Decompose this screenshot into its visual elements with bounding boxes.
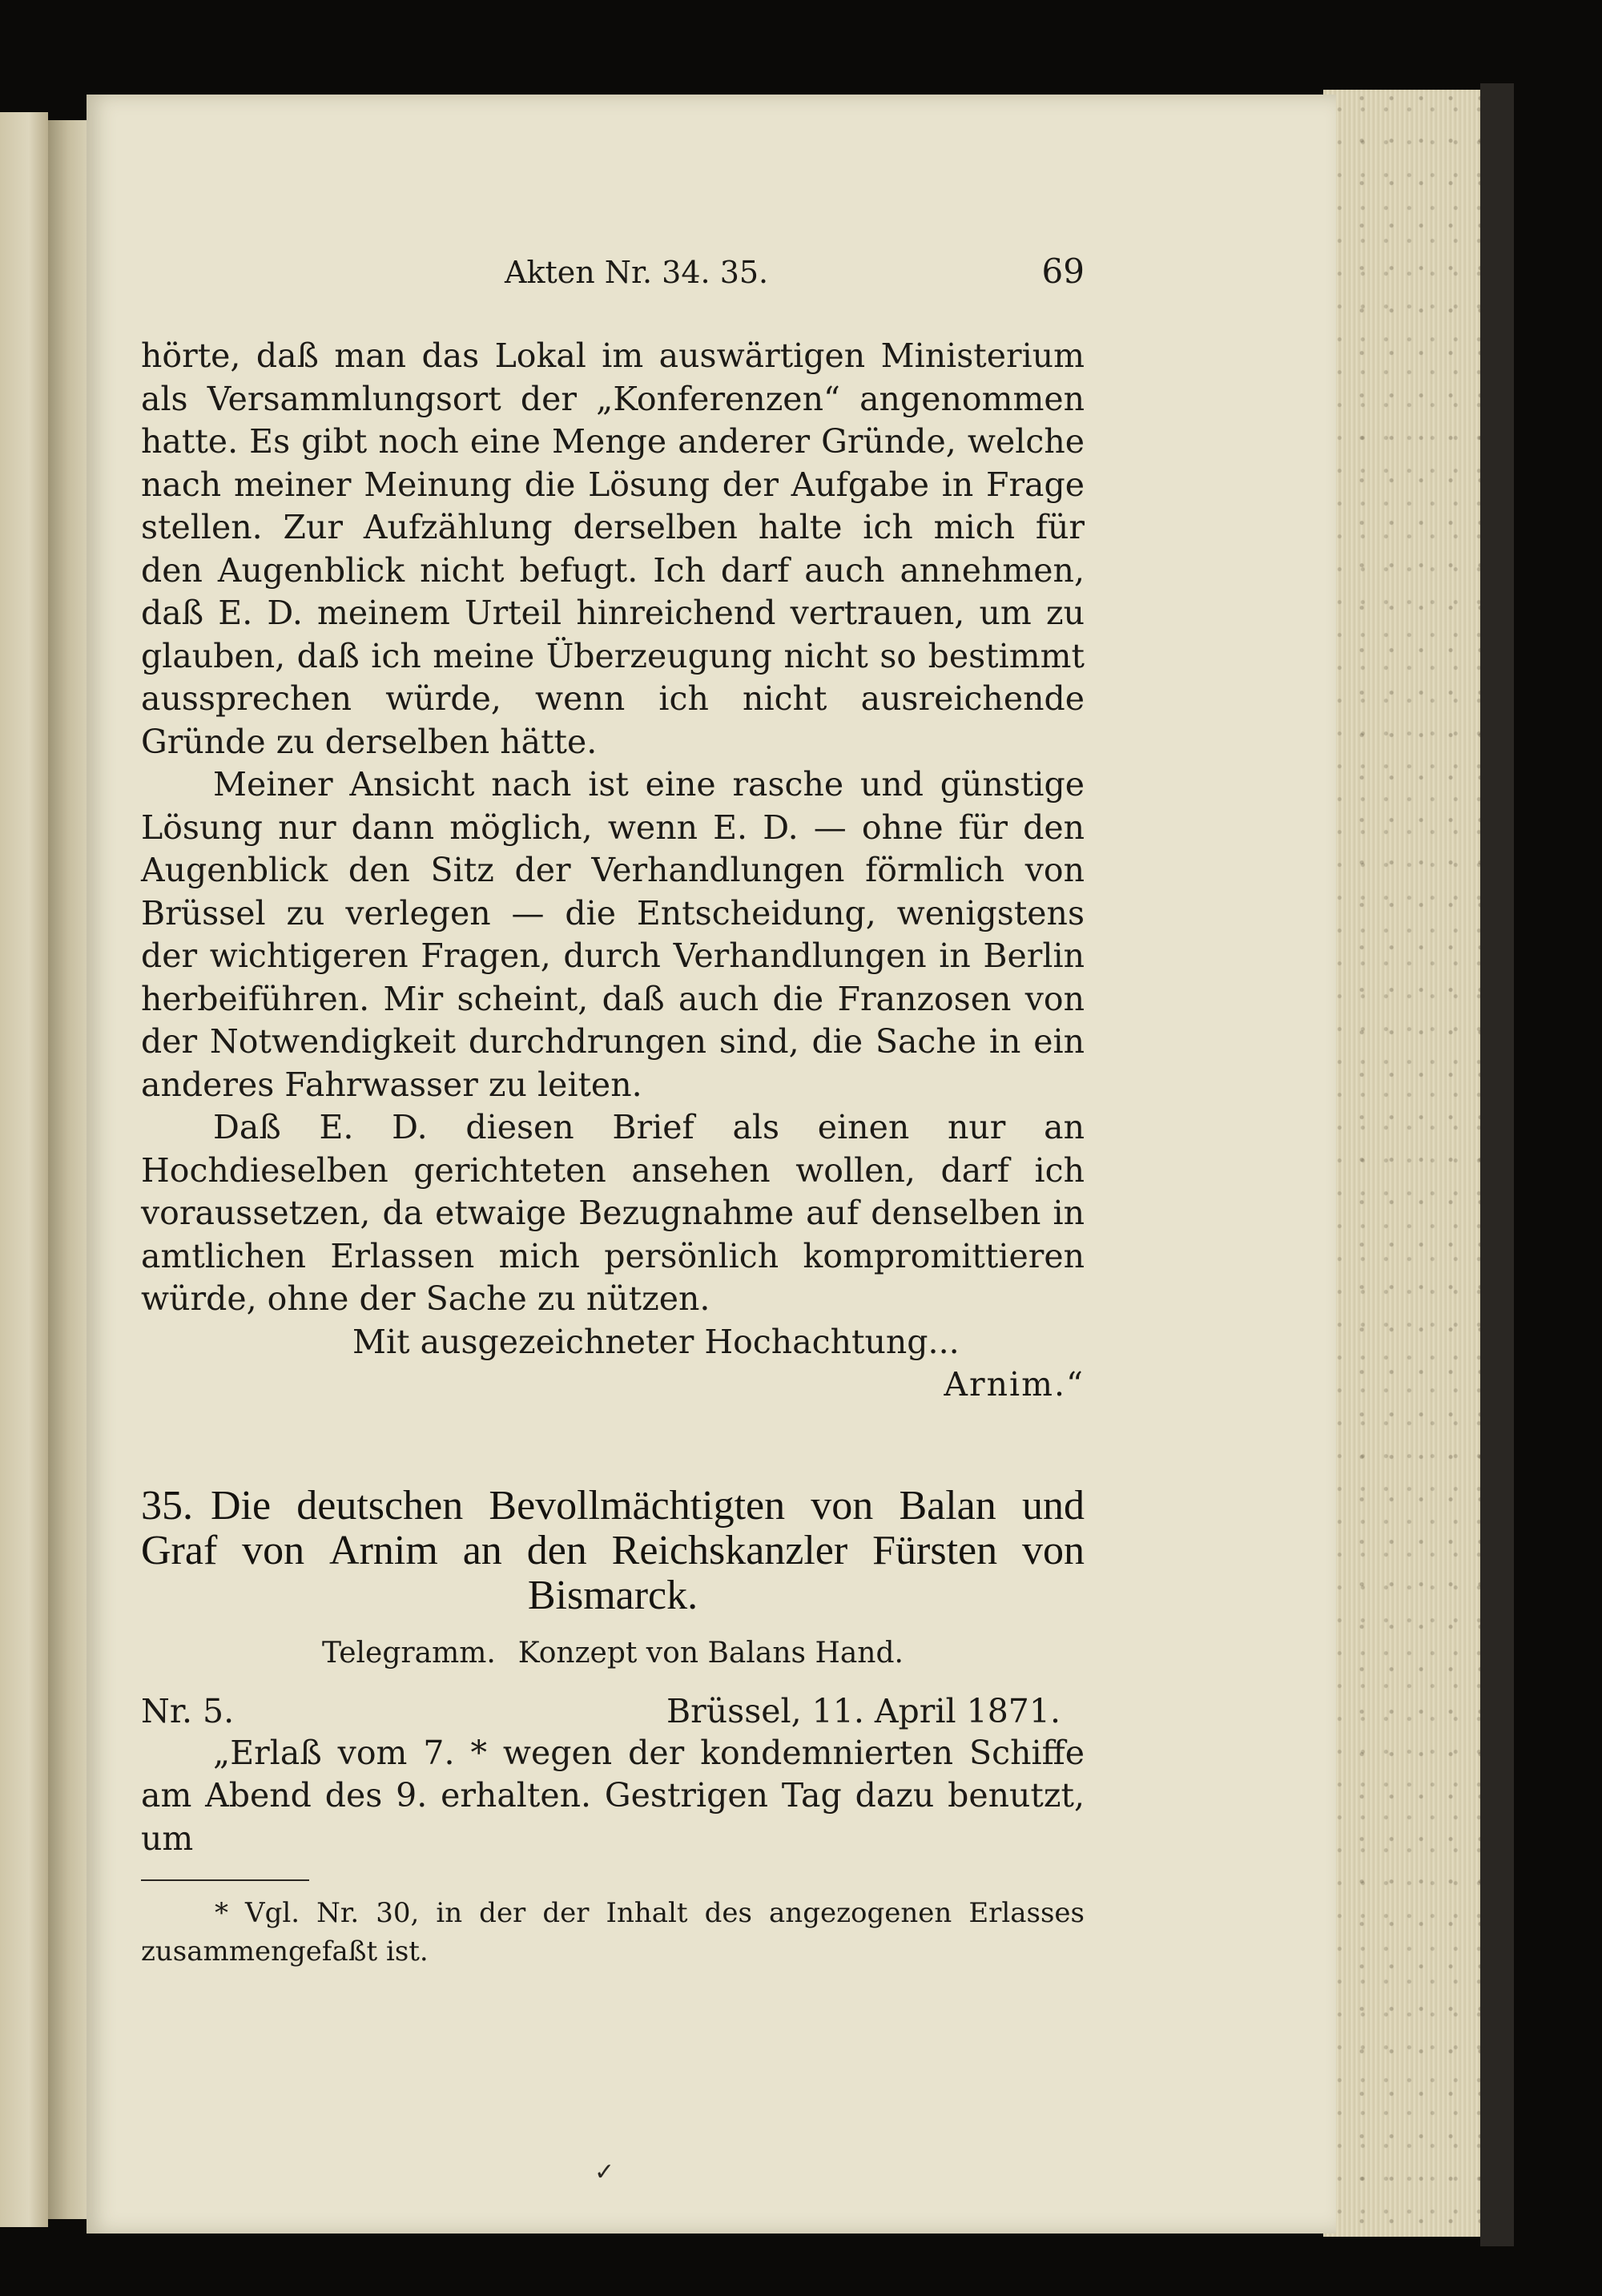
body-paragraph-1: hörte, daß man das Lokal im auswärtigen Ministerium als Versammlungsort der „Konferenzen“ angenommen hatte. Es gibt noch eine Menge anderer Gründe, welche nach meiner Meinung die Lösung der Aufgabe in Frage stellen. Zur Aufzählung derselben halte ich mich für den Augenblick nicht befugt. Ich darf auch annehmen, daß E. D. meinem Urteil hinreichend vertrauen, um zu glauben, daß ich meine Überzeugung nicht so bestimmt aussprechen würde, wenn ich nicht ausreichende Gründe zu derselben hätte. [141, 336, 1085, 761]
text-block [141, 240, 1085, 1971]
left-page-edge [0, 112, 48, 2227]
document-source: Konzept von Balans Hand. [517, 1636, 904, 1670]
heading-word: Reichskanzler [611, 1527, 848, 1573]
document-meta [141, 1636, 1085, 1671]
heading-word: Die [211, 1482, 272, 1529]
heading-line-3 [141, 1573, 1085, 1618]
heading-word: Graf [141, 1527, 218, 1573]
place-date: Brüssel, 11. April 1871. [666, 1691, 1061, 1730]
document-number-row [141, 1690, 1085, 1732]
heading-word: Arnim [329, 1527, 438, 1573]
document-text: „Erlaß vom 7. * wegen der kondemnierten Schiffe am Abend des 9. erhalten. Gestrigen Tag dazu benutzt, um [141, 1733, 1085, 1858]
heading-word: Bevollmächtigten [489, 1482, 786, 1529]
heading-word: an [462, 1527, 502, 1573]
document-heading-number: 35. [141, 1482, 193, 1529]
heading-word: den [526, 1527, 587, 1573]
running-head-title: Akten Nr. 34. 35. [505, 255, 769, 290]
heading-word: Bismarck. [527, 1572, 698, 1618]
heading-line-1 [141, 1484, 1085, 1529]
book-cover-edge [1480, 83, 1514, 2246]
body-paragraph-3: Daß E. D. diesen Brief als einen nur an Hochdieselben gerichteten ansehen wollen, darf ich voraussetzen, da etwaige Bezugnahme auf denselben in amtlichen Erlassen mich persönlich kompromittieren würde, ohne der Sache zu nützen. [141, 1108, 1085, 1318]
heading-line-2 [141, 1529, 1085, 1573]
heading-word: deutschen [296, 1482, 464, 1529]
heading-word: von [1021, 1527, 1085, 1573]
heading-word: von [242, 1527, 305, 1573]
page-mark: ✓ [594, 2158, 615, 2186]
heading-word: Balan [899, 1482, 996, 1529]
book-gutter [48, 120, 90, 2219]
footnote: * Vgl. Nr. 30, in der der Inhalt des angezogenen Erlasses zusammengefaßt ist. [141, 1897, 1085, 1968]
heading-word: und [1021, 1482, 1085, 1529]
document-type: Telegramm. [322, 1636, 496, 1670]
footnote-rule [141, 1879, 309, 1881]
letter-signature: Arnim.“ [944, 1365, 1085, 1404]
letter-closing: Mit ausgezeichneter Hochachtung... [352, 1322, 960, 1361]
heading-word: Fürsten [872, 1527, 998, 1573]
page-fore-edge [1323, 90, 1480, 2237]
body-paragraph-2: Meiner Ansicht nach ist eine rasche und günstige Lösung nur dann möglich, wenn E. D. — ohne für den Augenblick den Sitz der Verhandlungen förmlich von Brüssel zu verlegen — die Entscheidung, wenigstens der wichtigeren Fragen, durch Verhandlungen in Berlin herbeiführen. Mir scheint, daß auch die Franzosen von der Notwendigkeit durchdrungen sind, die Sache in ein anderes Fahrwasser zu leiten. [141, 765, 1085, 1104]
heading-word: von [811, 1482, 874, 1529]
page-number: 69 [1041, 252, 1085, 291]
document-heading [141, 1484, 1085, 1618]
document-number: Nr. 5. [141, 1691, 235, 1730]
